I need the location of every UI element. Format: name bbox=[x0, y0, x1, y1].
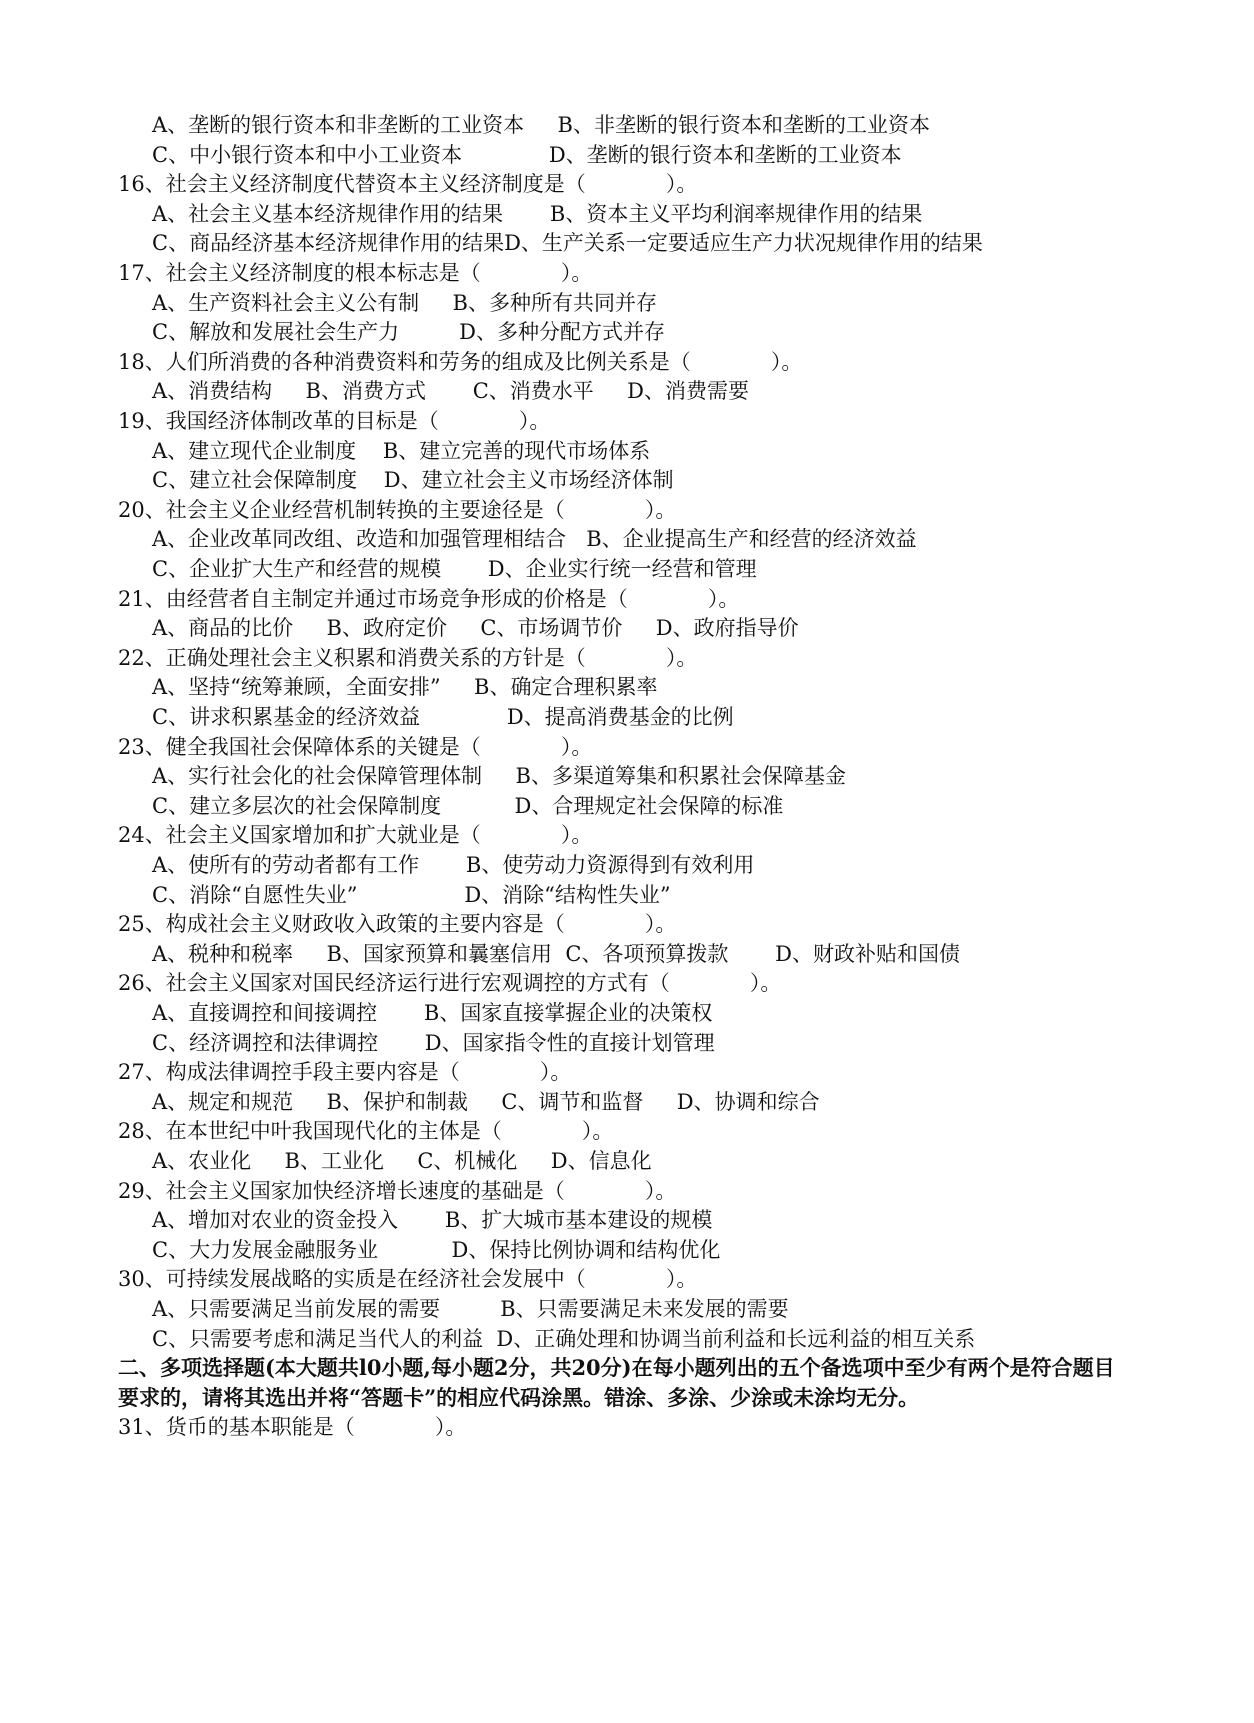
question-stem: 16、社会主义经济制度代替资本主义经济制度是（ ）。 bbox=[118, 172, 698, 197]
answer-options: A、商品的比价 B、政府定价 C、市场调节价 D、政府指导价 bbox=[152, 616, 799, 641]
answer-options: C、解放和发展社会生产力 D、多种分配方式并存 bbox=[152, 320, 665, 345]
answer-options: A、生产资料社会主义公有制 B、多种所有共同并存 bbox=[152, 290, 657, 315]
question-stem: 22、正确处理社会主义积累和消费关系的方针是（ ）。 bbox=[118, 645, 698, 670]
question-stem: 28、在本世纪中叶我国现代化的主体是（ ）。 bbox=[118, 1119, 614, 1144]
question-stem: 21、由经营者自主制定并通过市场竞争形成的价格是（ ）。 bbox=[118, 586, 740, 611]
question-stem: 18、人们所消费的各种消费资料和劳务的组成及比例关系是（ ）。 bbox=[118, 349, 803, 374]
section-heading: 要求的，请将其选出并将“答题卡”的相应代码涂黑。错涂、多涂、少涂或未涂均无分。 bbox=[118, 1384, 920, 1410]
answer-options: A、建立现代企业制度 B、建立完善的现代市场体系 bbox=[152, 438, 651, 463]
answer-options: C、建立社会保障制度 D、建立社会主义市场经济体制 bbox=[152, 468, 674, 493]
question-stem: 26、社会主义国家对国民经济运行进行宏观调控的方式有（ ）。 bbox=[118, 971, 782, 996]
answer-options: A、农业化 B、工业化 C、机械化 D、信息化 bbox=[152, 1149, 652, 1173]
question-stem: 23、健全我国社会保障体系的关键是（ ）。 bbox=[118, 734, 593, 759]
answer-options: A、企业改革同改组、改造和加强管理相结合 B、企业提高生产和经营的经济效益 bbox=[152, 527, 917, 552]
answer-options: A、实行社会化的社会保障管理体制 B、多渠道筹集和积累社会保障基金 bbox=[152, 764, 846, 789]
answer-options: C、经济调控和法律调控 D、国家指令性的直接计划管理 bbox=[152, 1030, 715, 1055]
question-stem: 27、构成法律调控手段主要内容是（ ）。 bbox=[118, 1060, 572, 1085]
question-stem: 19、我国经济体制改革的目标是（ ）。 bbox=[118, 409, 551, 433]
answer-options: A、增加对农业的资金投入 B、扩大城市基本建设的规模 bbox=[152, 1208, 713, 1233]
answer-options: C、中小银行资本和中小工业资本 D、垄断的银行资本和垄断的工业资本 bbox=[152, 142, 902, 167]
question-stem: 30、可持续发展战略的实质是在经济社会发展中（ ）。 bbox=[118, 1267, 698, 1292]
answer-options: A、社会主义基本经济规律作用的结果 B、资本主义平均利润率规律作用的结果 bbox=[152, 201, 923, 226]
answer-options: C、大力发展金融服务业 D、保持比例协调和结构优化 bbox=[152, 1237, 721, 1262]
answer-options: A、只需要满足当前发展的需要 B、只需要满足未来发展的需要 bbox=[152, 1297, 789, 1321]
answer-options: C、只需要考虑和满足当代人的利益 D、正确处理和协调当前利益和长远利益的相互关系 bbox=[152, 1326, 976, 1351]
answer-options: C、商品经济基本经济规律作用的结果D、生产关系一定要适应生产力状况规律作用的结果 bbox=[152, 231, 983, 256]
answer-options: A、规定和规范 B、保护和制裁 C、调节和监督 D、协调和综合 bbox=[152, 1089, 820, 1114]
answer-options: A、坚持“统筹兼顾，全面安排” B、确定合理积累率 bbox=[152, 675, 658, 700]
section-heading: 二、多项选择题(本大题共l0小题,每小题2分，共20分)在每小题列出的五个备选项中至少有两个是符合题目 bbox=[118, 1355, 1115, 1381]
question-stem: 29、社会主义国家加快经济增长速度的基础是（ ）。 bbox=[118, 1178, 677, 1203]
answer-options: A、使所有的劳动者都有工作 B、使劳动力资源得到有效利用 bbox=[152, 853, 755, 877]
answer-options: C、讲求积累基金的经济效益 D、提高消费基金的比例 bbox=[152, 705, 734, 729]
question-stem: 17、社会主义经济制度的根本标志是（ ）。 bbox=[118, 261, 593, 285]
question-stem: 20、社会主义企业经营机制转换的主要途径是（ ）。 bbox=[118, 497, 677, 522]
answer-options: C、企业扩大生产和经营的规模 D、企业实行统一经营和管理 bbox=[152, 557, 757, 581]
answer-options: A、垄断的银行资本和非垄断的工业资本 B、非垄断的银行资本和垄断的工业资本 bbox=[152, 113, 930, 137]
question-stem: 31、货币的基本职能是（ ）。 bbox=[118, 1415, 467, 1440]
answer-options: A、直接调控和间接调控 B、国家直接掌握企业的决策权 bbox=[152, 1001, 713, 1025]
answer-options: A、税种和税率 B、国家预算和曩塞信用 C、各项预算拨款 D、财政补贴和国债 bbox=[152, 941, 960, 966]
question-stem: 25、构成社会主义财政收入政策的主要内容是（ ）。 bbox=[118, 912, 677, 937]
question-stem: 24、社会主义国家增加和扩大就业是（ ）。 bbox=[118, 823, 593, 848]
answer-options: A、消费结构 B、消费方式 C、消费水平 D、消费需要 bbox=[152, 379, 749, 404]
answer-options: C、消除“自愿性失业” D、消除“结构性失业” bbox=[152, 882, 671, 907]
answer-options: C、建立多层次的社会保障制度 D、合理规定社会保障的标准 bbox=[152, 793, 784, 818]
